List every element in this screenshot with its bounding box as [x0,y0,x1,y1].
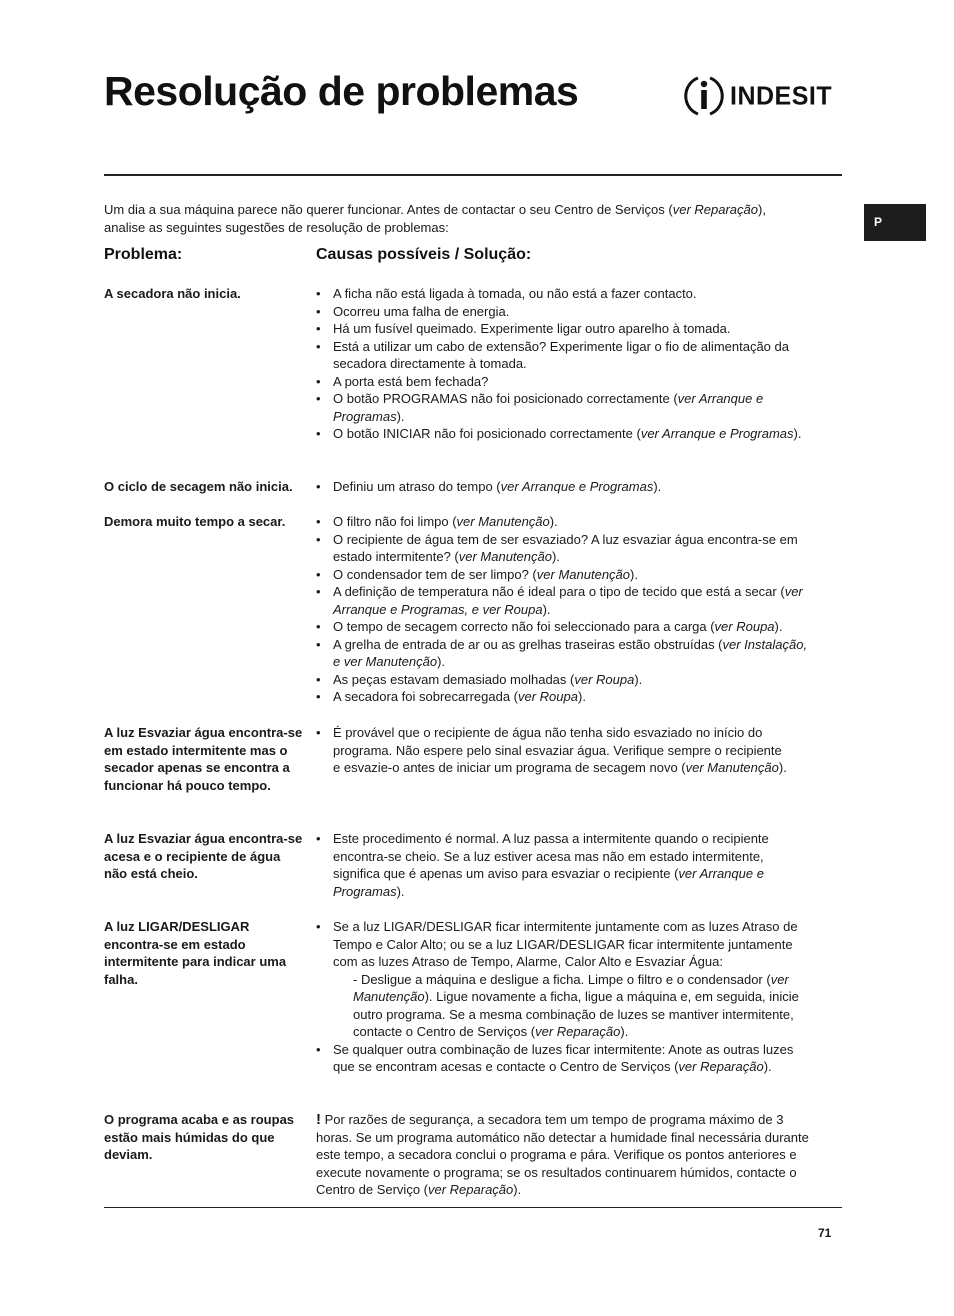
list-item: • A secadora foi sobrecarregada (ver Roupa). [316,688,816,706]
problem-label: A luz Esvaziar água encontra-se acesa e o recipiente de água não está cheio. [104,831,303,881]
solution-block [316,830,796,900]
solution-block [316,918,816,1076]
language-tab [864,204,926,241]
list-item: • O recipiente de água tem de ser esvaziado? A luz esvaziar água encontra-se em estado intermitente? (ver Manutenção). [316,531,816,566]
solution-list [316,513,816,706]
solution-list [316,478,816,496]
indesit-logo [684,74,832,118]
list-item: • A grelha de entrada de ar ou as grelhas traseiras estão obstruídas (ver Instalação, e ver Manutenção). [316,636,816,671]
list-item: • É provável que o recipiente de água não tenha sido esvaziado no início do programa. Não espere pelo sinal esvaziar água. Verifique sempre o recipiente e esvazie-o antes de iniciar um programa de secagem novo (ver Manutenção). [316,724,791,777]
list-item: • As peças estavam demasiado molhadas (ver Roupa). [316,671,816,689]
indesit-logo-icon [684,74,724,118]
intro-text: Um dia a sua máquina parece não querer funcionar. Antes de contactar o seu Centro de Serviços ( [104,202,673,217]
problem-label: O programa acaba e as roupas estão mais húmidas do que deviam. [104,1112,295,1162]
problem-label: A luz LIGAR/DESLIGAR encontra-se em estado intermitente para indicar uma falha. [104,919,287,987]
problem-column-heading: Problema: [104,246,183,263]
list-item: • A porta está bem fechada? [316,373,816,391]
safety-note [316,1111,816,1199]
solution-list [316,918,816,1076]
solution-block [316,285,816,443]
solution-list [316,830,796,900]
solution-list [316,724,791,777]
list-item: • Há um fusível queimado. Experimente ligar outro aparelho à tomada. [316,320,816,338]
intro-paragraph [104,201,804,236]
list-item: • Ocorreu uma falha de energia. [316,303,816,321]
language-tab-label: P [874,215,883,229]
list-item: • Se qualquer outra combinação de luzes ficar intermitente: Anote as outras luzes que se encontram acesas e contacte o Centro de Serviços (ver Reparação). [316,1041,816,1076]
solution-block [316,513,816,706]
list-item: • Se a luz LIGAR/DESLIGAR ficar intermitente juntamente com as luzes Atraso de Tempo e Calor Alto; ou se a luz LIGAR/DESLIGAR ficar intermitente juntamente com as luzes Atraso de Tempo, Alarme, Calor Alto e Esvaziar Água: - Desligue a máquina e desligue a ficha. Limpe o filtro e o condensador (ver Manutenção). Ligue novamente a ficha, ligue a máquina e, em seguida, inicie outro programa. Se a mesma combinação de luzes se mantiver intermitente, contacte o Centro de Serviços (ver Reparação). [316,918,816,1041]
list-item: • Este procedimento é normal. A luz passa a intermitente quando o recipiente encontra-se cheio. Se a luz estiver acesa mas não em estado intermitente, significa que é apenas um aviso para esvaziar o recipiente (ver Arranque e Programas). [316,830,796,900]
page-number: 71 [818,1226,832,1240]
footer-divider [104,1207,842,1208]
list-item: • Está a utilizar um cabo de extensão? Experimente ligar o fio de alimentação da secadora directamente à tomada. [316,338,816,373]
problem-label: Demora muito tempo a secar. [104,514,286,529]
warning-mark: ! [316,1111,321,1128]
list-item: • A definição de temperatura não é ideal para o tipo de tecido que está a secar (ver Arranque e Programas, e ver Roupa). [316,583,816,618]
safety-note-text: ! Por razões de segurança, a secadora tem um tempo de programa máximo de 3 horas. Se um programa automático não detectar a humidade final necessária durante este tempo, a secadora conclui o programa e pára. Verifique os pontos anteriores e execute novamente o programa; se os resultados continuarem húmidos, contacte o Centro de Serviço (ver Reparação). [316,1111,809,1197]
solution-list [316,285,816,443]
intro-text-end: ), analise as seguintes sugestões de resolução de problemas: [104,202,766,235]
solution-block [316,724,791,777]
intro-reference: ver Reparação [672,202,758,217]
list-item: • Definiu um atraso do tempo (ver Arranque e Programas). [316,478,816,496]
list-item: • O filtro não foi limpo (ver Manutenção). [316,513,816,531]
sub-instruction: - Desligue a máquina e desligue a ficha. Limpe o filtro e o condensador (ver Manutenção). Ligue novamente a ficha, ligue a máquina e, em seguida, inicie outro programa. Se a mesma combinação de luzes se mantiver intermitente, contacte o Centro de Serviços (ver Reparação). [353,971,799,1039]
problem-label: A secadora não inicia. [104,286,241,301]
brand-name: INDESIT [730,80,833,111]
list-item: • O botão PROGRAMAS não foi posicionado correctamente (ver Arranque e Programas). [316,390,816,425]
cause-column-heading: Causas possíveis / Solução: [316,246,532,263]
list-item: • A ficha não está ligada à tomada, ou não está a fazer contacto. [316,285,816,303]
list-item: • O condensador tem de ser limpo? (ver Manutenção). [316,566,816,584]
solution-block [316,478,816,496]
header-divider [104,174,842,176]
list-item: • O tempo de secagem correcto não foi seleccionado para a carga (ver Roupa). [316,618,816,636]
problem-label: O ciclo de secagem não inicia. [104,479,293,494]
problem-label: A luz Esvaziar água encontra-se em estado intermitente mas o secador apenas se encontra a funcionar há pouco tempo. [104,725,303,793]
page-title: Resolução de problemas [104,68,579,114]
list-item: • O botão INICIAR não foi posicionado correctamente (ver Arranque e Programas). [316,425,816,443]
